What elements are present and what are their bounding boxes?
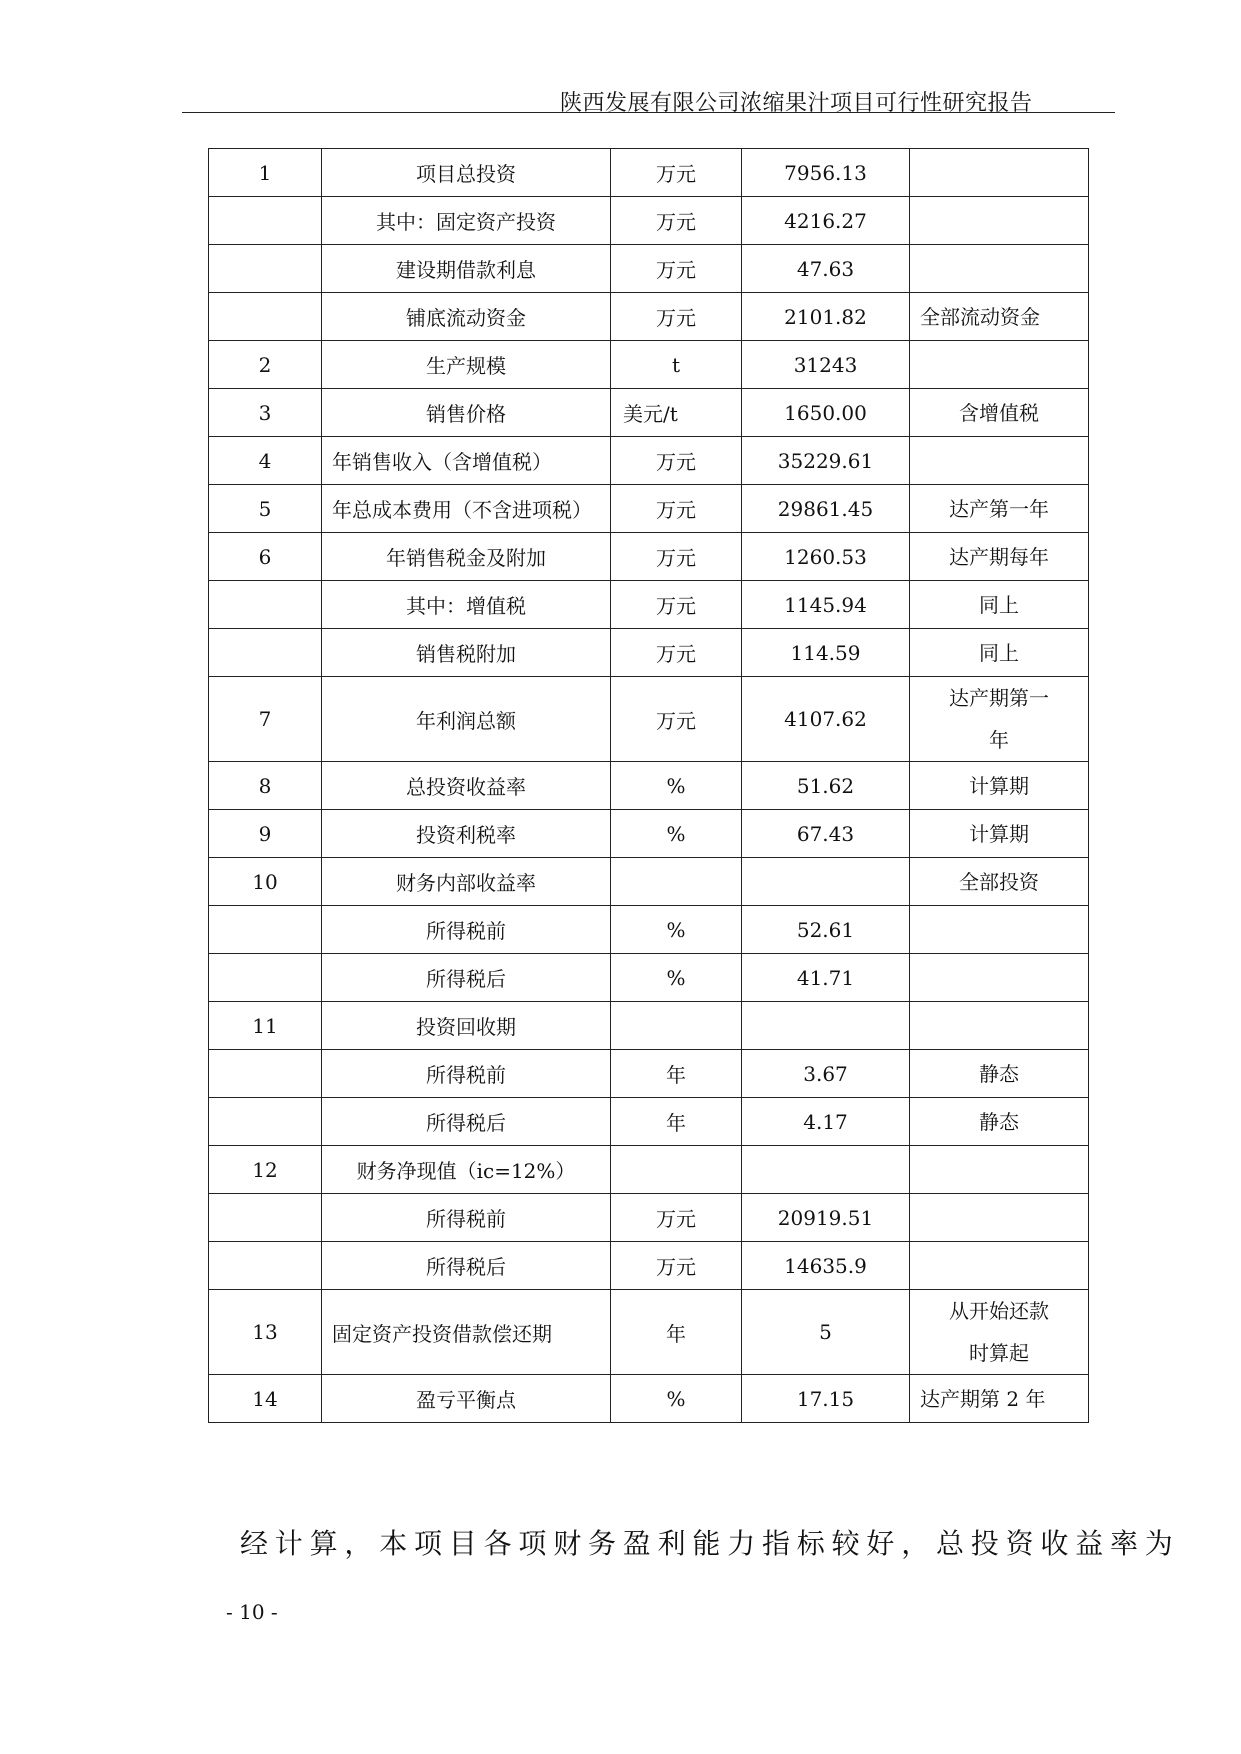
row-number: 4: [209, 437, 322, 485]
row-unit: 万元: [611, 437, 742, 485]
row-value: 4216.27: [742, 197, 910, 245]
row-number: 14: [209, 1375, 322, 1423]
page-number: - 10 -: [226, 1600, 278, 1624]
row-unit: 万元: [611, 197, 742, 245]
table-row: [209, 677, 1089, 762]
row-item: 铺底流动资金: [322, 293, 611, 341]
row-note: [910, 1002, 1089, 1050]
row-note: 静态: [910, 1050, 1089, 1098]
row-note: 静态: [910, 1098, 1089, 1146]
row-note: 达产期第 2 年: [910, 1375, 1089, 1423]
row-note: [910, 1194, 1089, 1242]
row-note: [910, 341, 1089, 389]
row-value: 5: [742, 1290, 910, 1375]
page-header-title: 陕西发展有限公司浓缩果汁项目可行性研究报告: [560, 91, 1033, 116]
row-item: 总投资收益率: [322, 762, 611, 810]
row-unit: 万元: [611, 629, 742, 677]
row-value: 14635.9: [742, 1242, 910, 1290]
row-unit: [611, 858, 742, 906]
row-value: 67.43: [742, 810, 910, 858]
row-unit: 万元: [611, 245, 742, 293]
row-unit: %: [611, 1375, 742, 1423]
table-row: [209, 762, 1089, 810]
row-value: 52.61: [742, 906, 910, 954]
row-item: 年总成本费用（不含进项税）: [322, 485, 611, 533]
table-row: [209, 1098, 1089, 1146]
row-note: 计算期: [910, 810, 1089, 858]
row-note: [910, 197, 1089, 245]
table-row: [209, 1050, 1089, 1098]
row-value: [742, 1146, 910, 1194]
row-number: [209, 1194, 322, 1242]
row-unit: 年: [611, 1050, 742, 1098]
row-note: [910, 1146, 1089, 1194]
row-number: [209, 906, 322, 954]
table-row: [209, 341, 1089, 389]
row-note: [910, 245, 1089, 293]
row-unit: %: [611, 954, 742, 1002]
row-note: [910, 1290, 1089, 1375]
row-item: 项目总投资: [322, 149, 611, 197]
table-row: [209, 485, 1089, 533]
row-note: 同上: [910, 629, 1089, 677]
table-row: [209, 1194, 1089, 1242]
table-row: [209, 149, 1089, 197]
row-value: 17.15: [742, 1375, 910, 1423]
row-note: 同上: [910, 581, 1089, 629]
table-row: [209, 533, 1089, 581]
row-unit: %: [611, 762, 742, 810]
row-item: 建设期借款利息: [322, 245, 611, 293]
table-row: [209, 581, 1089, 629]
row-unit: 万元: [611, 293, 742, 341]
table-row: [209, 293, 1089, 341]
table-row: [209, 1146, 1089, 1194]
financial-indicators-table: [208, 148, 1089, 1423]
row-number: [209, 629, 322, 677]
row-number: 6: [209, 533, 322, 581]
row-value: 41.71: [742, 954, 910, 1002]
row-note: 含增值税: [910, 389, 1089, 437]
row-item: 财务内部收益率: [322, 858, 611, 906]
row-note: [910, 149, 1089, 197]
table-row: [209, 389, 1089, 437]
row-item: 其中：增值税: [322, 581, 611, 629]
row-unit: [611, 1146, 742, 1194]
row-note-line-2: 时算起: [969, 1341, 1029, 1365]
row-value: 20919.51: [742, 1194, 910, 1242]
table-row: [209, 437, 1089, 485]
row-number: 12: [209, 1146, 322, 1194]
row-item: 销售税附加: [322, 629, 611, 677]
row-value: 4.17: [742, 1098, 910, 1146]
row-note-line-1: 从开始还款: [949, 1299, 1049, 1323]
table-row: [209, 906, 1089, 954]
table-row: [209, 1002, 1089, 1050]
row-number: 5: [209, 485, 322, 533]
row-value: 7956.13: [742, 149, 910, 197]
row-item: 所得税后: [322, 1098, 611, 1146]
row-number: [209, 293, 322, 341]
row-item: 其中：固定资产投资: [322, 197, 611, 245]
row-number: 10: [209, 858, 322, 906]
row-item: 投资回收期: [322, 1002, 611, 1050]
row-note: 达产第一年: [910, 485, 1089, 533]
row-number: 3: [209, 389, 322, 437]
body-paragraph: 经计算，本项目各项财务盈利能力指标较好，总投资收益率为: [240, 1527, 1180, 1560]
row-unit: %: [611, 906, 742, 954]
table-row: [209, 954, 1089, 1002]
row-item: 年利润总额: [322, 677, 611, 762]
row-note: 全部流动资金: [910, 293, 1089, 341]
row-note: 达产期每年: [910, 533, 1089, 581]
row-note: [910, 954, 1089, 1002]
row-number: [209, 1098, 322, 1146]
row-item: 年销售税金及附加: [322, 533, 611, 581]
table-row: [209, 197, 1089, 245]
row-unit: 万元: [611, 485, 742, 533]
row-item: 投资利税率: [322, 810, 611, 858]
table-row: [209, 1290, 1089, 1375]
row-unit: 美元/t: [611, 389, 742, 437]
row-number: [209, 197, 322, 245]
row-number: 2: [209, 341, 322, 389]
row-unit: 万元: [611, 1194, 742, 1242]
row-number: [209, 1050, 322, 1098]
row-number: [209, 581, 322, 629]
row-item: 所得税后: [322, 1242, 611, 1290]
row-note: [910, 677, 1089, 762]
row-note-line-2: 年: [989, 728, 1009, 752]
row-value: [742, 1002, 910, 1050]
row-note: 计算期: [910, 762, 1089, 810]
table-row: [209, 858, 1089, 906]
row-item: 固定资产投资借款偿还期: [322, 1290, 611, 1375]
row-value: 31243: [742, 341, 910, 389]
row-unit: 万元: [611, 533, 742, 581]
row-note: [910, 906, 1089, 954]
row-item: 所得税前: [322, 1194, 611, 1242]
row-unit: [611, 1002, 742, 1050]
table-row: [209, 629, 1089, 677]
row-unit: 万元: [611, 149, 742, 197]
row-item: 年销售收入（含增值税）: [322, 437, 611, 485]
row-number: 11: [209, 1002, 322, 1050]
row-number: 8: [209, 762, 322, 810]
row-value: 1260.53: [742, 533, 910, 581]
row-number: [209, 954, 322, 1002]
header-rule: [182, 112, 1115, 113]
row-unit: 万元: [611, 1242, 742, 1290]
row-value: 1145.94: [742, 581, 910, 629]
table-row: [209, 810, 1089, 858]
row-note: [910, 437, 1089, 485]
row-value: 3.67: [742, 1050, 910, 1098]
row-number: 7: [209, 677, 322, 762]
row-item: 财务净现值（ic=12%）: [322, 1146, 611, 1194]
row-note-line-1: 达产期第一: [949, 686, 1049, 710]
row-number: 13: [209, 1290, 322, 1375]
row-number: [209, 245, 322, 293]
row-unit: 年: [611, 1290, 742, 1375]
row-value: 51.62: [742, 762, 910, 810]
row-value: 4107.62: [742, 677, 910, 762]
row-unit: %: [611, 810, 742, 858]
row-value: 35229.61: [742, 437, 910, 485]
row-number: 1: [209, 149, 322, 197]
row-unit: 万元: [611, 677, 742, 762]
row-note: [910, 1242, 1089, 1290]
row-unit: t: [611, 341, 742, 389]
row-unit: 年: [611, 1098, 742, 1146]
row-unit: 万元: [611, 581, 742, 629]
row-number: 9: [209, 810, 322, 858]
row-item: 销售价格: [322, 389, 611, 437]
row-note: 全部投资: [910, 858, 1089, 906]
table-row: [209, 1375, 1089, 1423]
row-value: [742, 858, 910, 906]
table-row: [209, 245, 1089, 293]
row-item: 生产规模: [322, 341, 611, 389]
row-item: 盈亏平衡点: [322, 1375, 611, 1423]
row-value: 29861.45: [742, 485, 910, 533]
row-value: 114.59: [742, 629, 910, 677]
row-item: 所得税前: [322, 1050, 611, 1098]
row-value: 2101.82: [742, 293, 910, 341]
row-value: 1650.00: [742, 389, 910, 437]
row-number: [209, 1242, 322, 1290]
row-value: 47.63: [742, 245, 910, 293]
row-item: 所得税后: [322, 954, 611, 1002]
table-row: [209, 1242, 1089, 1290]
row-item: 所得税前: [322, 906, 611, 954]
